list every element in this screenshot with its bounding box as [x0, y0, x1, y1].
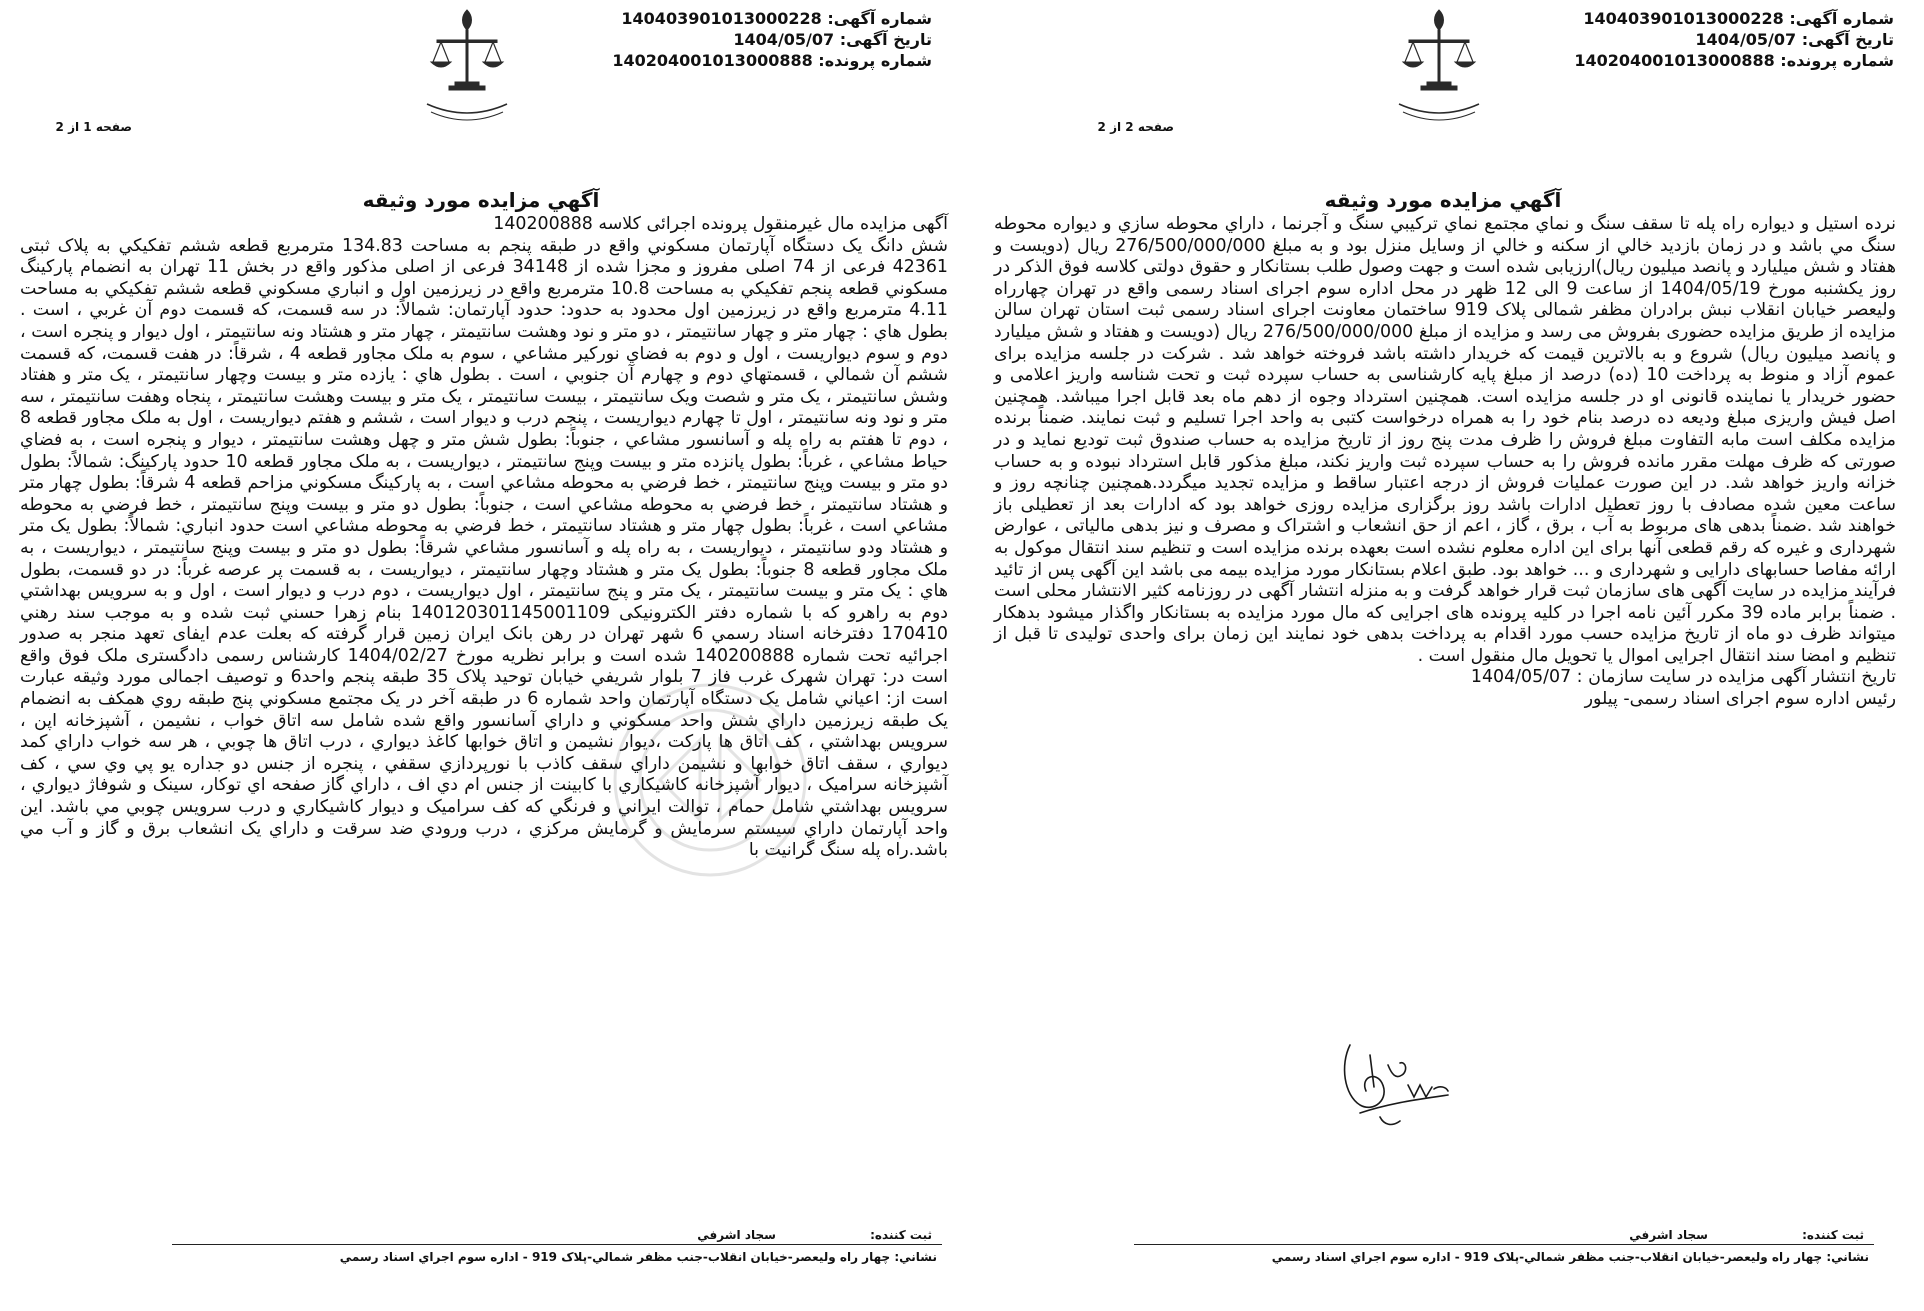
notice-title: آگهي مزايده مورد وثيقه [362, 188, 600, 212]
page-number-label: صفحه 2 از 2 [1097, 120, 1174, 134]
registrar [697, 1228, 932, 1242]
registrar [1629, 1228, 1864, 1242]
notice-meta [1574, 8, 1894, 71]
notice-date: تاریخ آگهی: 1404/05/07 [1695, 30, 1894, 49]
notice-number: شماره آگهی: 140403901013000228 [621, 9, 932, 28]
notice-body [994, 214, 1896, 711]
footer-divider [172, 1244, 942, 1245]
notice-page-right [962, 0, 1924, 1311]
case-number: شماره پرونده: 140204001013000888 [1574, 51, 1894, 70]
registrar-label: ثبت كننده: [870, 1228, 932, 1242]
notice-paragraph: شش دانگ يک دستگاه آپارتمان مسكوني واقع در طبقه پنجم به مساحت 134.83 مترمربع قطعه ششم تفكيكي به پلاک ثبتی 42361 فرعی از 74 اصلی مفروز و مجزا شده از 34148 فرعی از اصلی مذكور واقع در بخش 11 تهران به انضمام پاركينگ مسكوني قطعه پنجم تفكيكي به مساحت 10.8 مترمربع واقع در زيرزمين اول و انباري مسكوني قطعه ششم تفكيكي به مساحت 4.11 مترمربع واقع در زيرزمين اول محدود به حدود: حدود آپارتمان: شمالاً: در سه قسمت، كه قسمت دوم آن غربي ، است . بطول هاي : چهار متر و چهار سانتيمتر ، دو متر و نود وهشت سانتيمتر ، چهار متر و هشتاد ونه سانتيمتر ، اول ديوار و پنجره است ، دوم و سوم ديواريست ، اول و دوم به فضاي نوركير مشاعي ، سوم به ملک مجاور قطعه 4 ، شرقاً: در هفت قسمت، كه قسمت ششم آن شمالي ، قسمتهاي دوم و چهارم آن جنوبي ، است . بطول هاي : يازده متر و بيست وچهار سانتيمتر ، يک متر و هفتاد وشش سانتيمتر ، يک متر و شصت ويک سانتيمتر ، بيست سانتيمتر ، يک متر و بيست وهشت سانتيمتر ، پنجاه وهفت سانتيمتر ، سه متر و نود ونه سانتيمتر ، اول تا چهارم ديواريست ، پنجم درب و ديوار است ، ششم و هفتم ديواريست ، اول به ملک مجاور قطعه 8 ، دوم تا هفتم به راه پله و آسانسور مشاعي ، جنوباً: بطول شش متر و چهل وهشت سانتيمتر ، ديوار و پنجره است ، به فضاي حياط مشاعي ، غرباً: بطول پانزده متر و بيست وپنج سانتيمتر ، ديواريست ، به ملک مجاور قطعه 10 حدود پاركينگ: شمالاً: بطول دو متر و بيست وپنج سانتيمتر ، خط فرضي به محوطه مشاعي است ، به پاركينگ مسكوني مزاحم قطعه 4 شرقاً: بطول چهار متر و هشتاد سانتيمتر ، خط فرضي به محوطه مشاعي است ، جنوباً: بطول دو متر و بيست وپنج سانتيمتر ، خط فرضي به محوطه مشاعي است ، غرباً: بطول چهار متر و هشتاد سانتيمتر ، خط فرضي به محوطه مشاعي است حدود انباري: شمالاً: بطول يک متر و هشتاد ودو سانتيمتر ، ديواريست ، به راه پله و آسانسور مشاعي شرقاً: بطول دو متر و بيست وپنج سانتيمتر ، ديواريست ، به ملک مجاور قطعه 8 جنوباً: بطول يک متر و هشتاد وچهار سانتيمتر ، ديواريست ، به قسمت پر عرصه غرباً: در دو قسمت، بطول هاي : يک متر و بيست سانتيمتر ، يک متر و پنج سانتيمتر ، اول ديواريست ، دوم درب و ديوار است ، اول و به سرويس بهداشتي دوم به راهرو كه با شماره دفتر الكترونيكی 140120301145001109 بنام زهرا حسني ثبت شده و به موجب سند رهني 170410 دفترخانه اسناد رسمي 6 شهر تهران در رهن بانک ايران زمين قرار گرفته كه بعلت عدم ايفای تعهد منجر به صدور اجرائيه تحت شماره 140200888 شده است و برابر نظريه مورخ 1404/02/27 كارشناس رسمی دادگستری ملک فوق واقع است در: تهران شهرک غرب فاز 7 بلوار شريفي خيابان توحيد پلاک 35 طبقه پنجم واحد6 و توصيف اجمالی مورد وثيقه عبارت است از: اعياني شامل يک دستگاه آپارتمان واحد شماره 6 در طبقه آخر در يک مجتمع مسكوني پنج طبقه روي همكف به انضمام يک طبقه زيرزمين داراي شش واحد مسكوني و داراي آسانسور واقع شده شامل سه اتاق خواب ، نشيمن ، آشپزخانه اپن ، سرويس بهداشتي ، كف اتاق ها پاركت ،ديوار نشيمن و اتاق خوابها كاغذ ديواري ، درب اتاق ها چوبي ، هر سه خواب داراي كمد ديواري ، سقف اتاق خوابها و نشيمن داراي سقف كاذب با نورپردازي سقفي ، پنجره از جنس دو جداره يو پي وي سي ، كف آشپزخانه سراميک ، ديوار آشپزخانه كاشيكاري با كابينت از جنس ام دي اف ، داراي گاز صفحه اي توكار، سينک و شوفاژ ديواري ، سرويس بهداشتي شامل حمام ، توالت ايراني و فرنگي كه كف سراميک و ديوار كاشيكاري و درب سرويس چوبي مي باشد. اين واحد آپارتمان داراي سيستم سرمايش و گرمايش مركزي ، درب ورودي ضد سرقت و داراي يک انشعاب برق و گاز و آب مي باشد.راه پله سنگ گرانيت با [20, 235, 949, 861]
judiciary-emblem-icon [1389, 4, 1489, 124]
handwritten-signature [1330, 1025, 1460, 1135]
notice-meta [612, 8, 932, 71]
judiciary-emblem-icon [417, 4, 517, 124]
notice-title: آگهي مزايده مورد وثيقه [1324, 188, 1562, 212]
registrar-label: ثبت كننده: [1802, 1228, 1864, 1242]
notice-paragraph: نرده استيل و ديواره راه پله تا سقف سنگ و نماي مجتمع نماي تركيبي سنگ و آجرنما ، داراي محوطه سازي و ديواره محوطه سنگ مي باشد و در زمان بازديد خالي از سكنه و خالي از وسايل منزل بود و به مبلغ 276/500/000/000 ريال (دويست و هفتاد و شش ميليارد و پانصد ميليون ريال)ارزيابى شده است و جهت وصول طلب بستانكار و حقوق دولتى كلاسه فوق الذكر در روز يكشنبه مورخ 1404/05/19 از ساعت 9 الی 12 ظهر در محل اداره سوم اجرای اسناد رسمی واقع در تهران چهارراه وليعصر خيابان انقلاب نبش برادران مظفر شمالی پلاک 919 ساختمان معاونت اجرای اسناد رسمی ثبت استان تهران سالن مزايده از طريق مزايده حضوری بفروش می رسد و مزايده از مبلغ 276/500/000/000 ريال (دويست و هفتاد و شش ميليارد و پانصد ميليون ريال) شروع و به بالاترين قيمت كه خريدار داشته باشد فروخته خواهد شد . شركت در جلسه مزايده برای عموم آزاد و منوط به پرداخت 10 (ده) درصد از مبلغ پايه كارشناسی به حساب سپرده ثبت و تحت شناسه واريز اعلامی و حضور خريدار يا نماينده قانونی او در جلسه مزايده است. همچنين استرداد وجوه از دهم ماه بعد قابل اجرا ميباشد. همچنين اصل فيش واريزی مبلغ وديعه ده درصد بنام خود را به همراه درخواست كتبی به واحد اجرا تسليم و ثبت نمايند. ضمناً برنده مزايده مكلف است مابه التفاوت مبلغ فروش را ظرف مدت پنج روز از تاريخ مزايده به حساب صندوق ثبت توديع نمايد و در صورتی كه ظرف مهلت مقرر مانده فروش را به حساب سپرده ثبت واريز نكند، مبلغ مذكور قابل استرداد نبوده و به حساب خزانه واريز خواهد شد. در اين صورت عمليات فروش از درجه اعتبار ساقط و مزايده تجديد ميگردد.همچنين چنانچه روز و ساعت معين شده مصادف با روز تعطيل ادارات باشد روز برگزاری مزايده روزی خواهد بود كه ادارات بعد از تعطيلی باز خواهند شد .ضمناً بدهی های مربوط به آب ، برق ، گاز ، اعم از حق انشعاب و اشتراک و مصرف و نيز بدهی مالياتی ، عوارض شهرداری و غيره كه رقم قطعی آنها برای اين اداره معلوم نشده است بعهده برنده مزايده است و تنظيم سند انتقال موكول به ارائه مفاصا حسابهای دارايی و شهرداری و ... خواهد بود. طبق اعلام بستانكار مورد مزايده بيمه می باشد اين آگهی پس از تائيد فرآيند مزايده در سايت آگهی های سازمان ثبت قرار خواهد گرفت و به منزله انتشار آگهی در روزنامه كثير الانتشار محلی است . ضمناً برابر ماده 39 مكرر آئين نامه اجرا در كليه پرونده های اجرايی كه مال مورد مزايده به بستانكار واگذار ميشود بدهكار ميتواند ظرف دو ماه از تاريخ مزايده حسب مورد اقدام به پرداخت بدهی خود نمايند اين زمان برای واحدی توليدی تا قبل از تنظيم و امضا سند انتقال اجرايی اموال يا تحويل مال منقول است . [994, 214, 1897, 666]
footer-divider [1134, 1244, 1874, 1245]
watermark-stamp [550, 660, 870, 900]
notice-number: شماره آگهی: 140403901013000228 [1583, 9, 1894, 28]
notice-heading-line: آگهی مزايده مال غيرمنقول پرونده اجرائی كلاسه 140200888 [493, 214, 948, 234]
publication-date-line: تاريخ انتشار آگهی مزايده در سايت سازمان : 1404/05/07 [1470, 667, 1896, 688]
office-address: نشاني: چهار راه وليعصر-خيابان انقلاب-جنب مظفر شمالي-پلاک 919 - اداره سوم اجراي اسناد رسمي [1271, 1250, 1869, 1264]
page-number-label: صفحه 1 از 2 [55, 120, 132, 134]
notice-date: تاریخ آگهی: 1404/05/07 [733, 30, 932, 49]
office-address: نشاني: چهار راه وليعصر-خيابان انقلاب-جنب مظفر شمالي-پلاک 919 - اداره سوم اجراي اسناد رسمي [339, 1250, 937, 1264]
case-number: شماره پرونده: 140204001013000888 [612, 51, 932, 70]
registrar-name: سجاد اشرفي [697, 1228, 776, 1242]
office-head-line: رئيس اداره سوم اجرای اسناد رسمی- پيلور [1584, 689, 1896, 710]
registrar-name: سجاد اشرفي [1629, 1228, 1708, 1242]
